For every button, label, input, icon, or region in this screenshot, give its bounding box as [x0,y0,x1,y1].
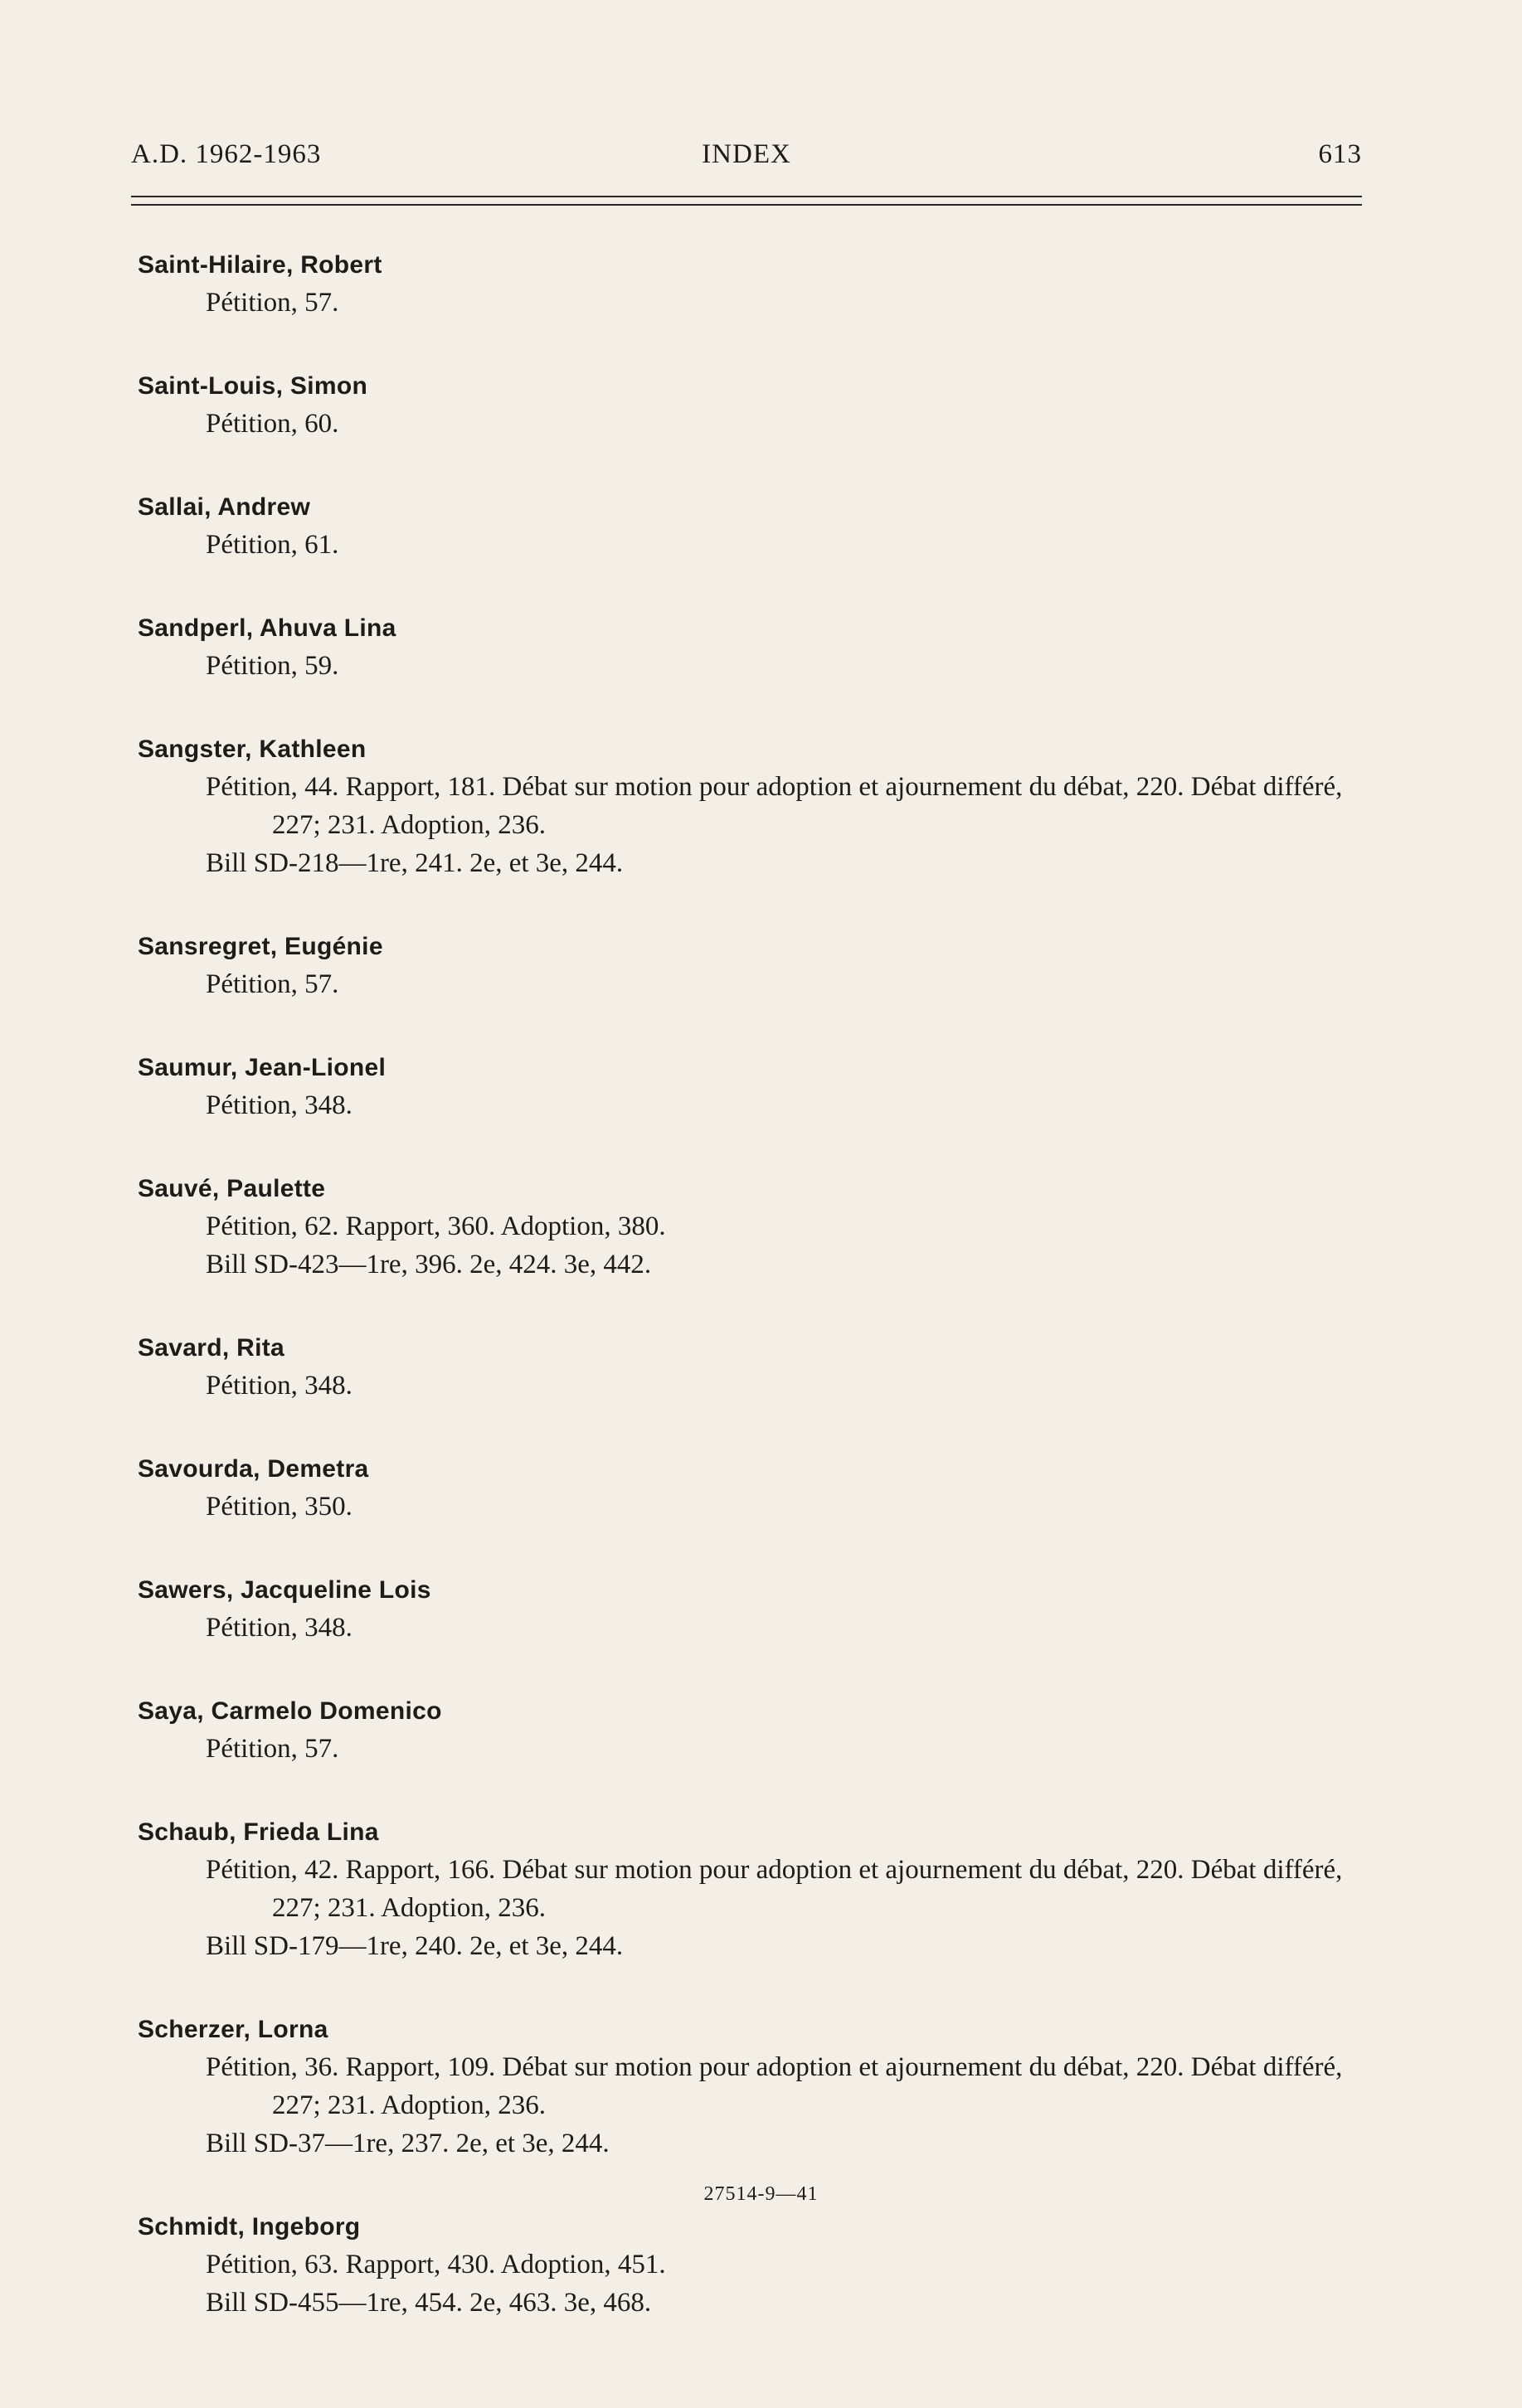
entry-name: Sallai, Andrew [138,493,311,521]
index-entry [138,731,1382,882]
entry-name: Schaub, Frieda Lina [138,1818,379,1846]
index-entry [138,1171,1382,1284]
entry-line: Pétition, 44. Rapport, 181. Débat sur motion pour adoption et ajournement du débat, 220. Débat différé, 227; 231. Adoption, 236. [206,772,1343,840]
entry-line: Pétition, 36. Rapport, 109. Débat sur motion pour adoption et ajournement du débat, 220. Débat différé, 227; 231. Adoption, 236. [206,2052,1343,2120]
index-entry [138,1330,1382,1405]
header-rule-top [131,196,1362,197]
entry-name: Sansregret, Eugénie [138,933,383,960]
entry-name: Schmidt, Ingeborg [138,2213,361,2241]
page-header [131,139,1362,181]
entry-name: Saint-Louis, Simon [138,372,368,400]
entry-name: Saint-Hilaire, Robert [138,251,382,279]
entry-line: Bill SD-455—1re, 454. 2e, 463. 3e, 468. [206,2288,652,2318]
entry-line: Bill SD-37—1re, 237. 2e, et 3e, 244. [206,2129,610,2158]
header-session: A.D. 1962-1963 [131,139,322,169]
entry-line: Pétition, 42. Rapport, 166. Débat sur motion pour adoption et ajournement du débat, 220. Débat différé, 227; 231. Adoption, 236. [206,1855,1343,1923]
entry-name: Sauvé, Paulette [138,1175,326,1202]
entry-name: Savourda, Demetra [138,1455,369,1483]
entry-line: Pétition, 348. [206,1090,353,1120]
entry-line: Bill SD-218—1re, 241. 2e, et 3e, 244. [206,848,624,878]
entry-line: Pétition, 60. [206,409,339,439]
index-entry [138,929,1382,1003]
entry-name: Savard, Rita [138,1334,285,1362]
entry-name: Sawers, Jacqueline Lois [138,1576,431,1604]
entry-line: Pétition, 61. [206,530,339,560]
index-entries [138,247,1382,2368]
entry-name: Saya, Carmelo Domenico [138,1697,442,1725]
entry-name: Saumur, Jean-Lionel [138,1054,387,1081]
index-entry [138,1572,1382,1647]
entry-line: Pétition, 348. [206,1613,353,1643]
index-entry [138,489,1382,564]
entry-name: Sandperl, Ahuva Lina [138,614,396,642]
entry-line: Bill SD-179—1re, 240. 2e, et 3e, 244. [206,1931,624,1961]
index-entry [138,1693,1382,1768]
printer-code: 27514-9—41 [703,2183,819,2205]
index-entry [138,2209,1382,2322]
entry-line: Pétition, 63. Rapport, 430. Adoption, 451. [206,2250,666,2279]
page-number: 613 [1318,139,1362,169]
index-entry [138,1050,1382,1124]
entry-line: Bill SD-423—1re, 396. 2e, 424. 3e, 442. [206,1250,652,1279]
index-entry [138,610,1382,685]
index-entry [138,1814,1382,1965]
header-title: INDEX [702,139,791,169]
index-entry [138,1451,1382,1526]
entry-line: Pétition, 62. Rapport, 360. Adoption, 380. [206,1211,666,1241]
entry-line: Pétition, 57. [206,1734,339,1764]
index-entry [138,368,1382,443]
entry-line: Pétition, 59. [206,651,339,681]
entry-line: Pétition, 348. [206,1371,353,1401]
entry-name: Scherzer, Lorna [138,2016,328,2043]
entry-line: Pétition, 350. [206,1492,353,1522]
index-entry [138,2012,1382,2163]
entry-line: Pétition, 57. [206,969,339,999]
entry-name: Sangster, Kathleen [138,736,367,763]
entry-line: Pétition, 57. [206,288,339,318]
index-entry [138,247,1382,322]
header-rule-bottom [131,204,1362,206]
